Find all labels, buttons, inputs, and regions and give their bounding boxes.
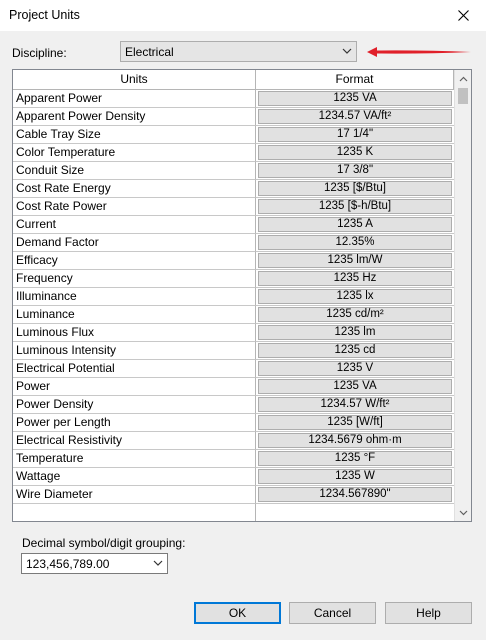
format-button[interactable]: 1235 cd/m² — [258, 307, 452, 322]
format-button[interactable]: 1235 cd — [258, 343, 452, 358]
unit-name-cell: Power — [13, 378, 256, 396]
format-cell — [256, 144, 454, 162]
unit-name-cell: Temperature — [13, 450, 256, 468]
format-cell — [256, 342, 454, 360]
unit-name-cell: Apparent Power Density — [13, 108, 256, 126]
scroll-thumb[interactable] — [458, 88, 468, 104]
unit-name-cell: Electrical Resistivity — [13, 432, 256, 450]
scroll-down-button[interactable] — [455, 504, 471, 521]
unit-name-cell: Conduit Size — [13, 162, 256, 180]
format-cell — [256, 216, 454, 234]
format-button[interactable]: 12.35% — [258, 235, 452, 250]
format-cell — [256, 468, 454, 486]
scroll-down-icon — [459, 510, 468, 516]
format-button[interactable]: 1235 K — [258, 145, 452, 160]
chevron-down-icon — [342, 47, 352, 55]
format-cell — [256, 360, 454, 378]
table-row[interactable] — [13, 360, 454, 378]
scroll-up-icon — [459, 76, 468, 82]
units-table — [12, 69, 472, 522]
discipline-value: Electrical — [125, 45, 174, 59]
format-button[interactable]: 1235 A — [258, 217, 452, 232]
help-button[interactable]: Help — [385, 602, 472, 624]
unit-name-cell: Efficacy — [13, 252, 256, 270]
format-cell — [256, 324, 454, 342]
format-cell — [256, 288, 454, 306]
format-cell — [256, 270, 454, 288]
red-arrow-icon — [363, 45, 473, 59]
format-cell — [256, 234, 454, 252]
discipline-dropdown[interactable] — [120, 41, 357, 62]
scroll-up-button[interactable] — [455, 70, 471, 87]
format-button[interactable]: 1234.5679 ohm·m — [258, 433, 452, 448]
table-row[interactable] — [13, 234, 454, 252]
format-cell — [256, 378, 454, 396]
format-cell — [256, 162, 454, 180]
format-cell — [256, 198, 454, 216]
decimal-grouping-label: Decimal symbol/digit grouping: — [22, 536, 186, 550]
format-cell — [256, 180, 454, 198]
unit-name-cell: Frequency — [13, 270, 256, 288]
table-row[interactable] — [13, 414, 454, 432]
format-button[interactable]: 1235 [$-h/Btu] — [258, 199, 452, 214]
table-row[interactable] — [13, 216, 454, 234]
table-row[interactable] — [13, 468, 454, 486]
vertical-scrollbar[interactable] — [454, 70, 471, 521]
table-row[interactable] — [13, 144, 454, 162]
table-row[interactable] — [13, 450, 454, 468]
format-cell — [256, 450, 454, 468]
table-row[interactable] — [13, 108, 454, 126]
format-button[interactable]: 17 3/8" — [258, 163, 452, 178]
unit-name-cell: Current — [13, 216, 256, 234]
format-button[interactable]: 1235 lx — [258, 289, 452, 304]
unit-name-cell: Wire Diameter — [13, 486, 256, 504]
format-button[interactable]: 1235 [$/Btu] — [258, 181, 452, 196]
format-button[interactable]: 1235 V — [258, 361, 452, 376]
table-row[interactable] — [13, 126, 454, 144]
ok-button[interactable]: OK — [194, 602, 281, 624]
format-cell — [256, 486, 454, 504]
format-button[interactable]: 1235 [W/ft] — [258, 415, 452, 430]
column-header-units[interactable]: Units — [13, 70, 256, 90]
format-button[interactable]: 1235 VA — [258, 91, 452, 106]
format-button[interactable]: 1235 W — [258, 469, 452, 484]
unit-name-cell: Luminance — [13, 306, 256, 324]
table-row[interactable] — [13, 198, 454, 216]
table-row[interactable] — [13, 252, 454, 270]
unit-name-cell: Power Density — [13, 396, 256, 414]
decimal-grouping-value: 123,456,789.00 — [26, 557, 110, 571]
unit-name-cell: Luminous Flux — [13, 324, 256, 342]
format-cell — [256, 396, 454, 414]
unit-name-cell: Wattage — [13, 468, 256, 486]
window-title: Project Units — [9, 8, 80, 22]
format-cell — [256, 126, 454, 144]
close-icon — [458, 10, 469, 21]
format-cell — [256, 108, 454, 126]
table-body — [13, 90, 454, 522]
format-cell — [256, 306, 454, 324]
table-row[interactable] — [13, 486, 454, 504]
table-row[interactable] — [13, 324, 454, 342]
format-button[interactable]: 1234.57 VA/ft² — [258, 109, 452, 124]
unit-name-cell: Electrical Potential — [13, 360, 256, 378]
format-cell — [256, 90, 454, 108]
unit-name-cell: Power per Length — [13, 414, 256, 432]
format-cell — [256, 432, 454, 450]
discipline-label: Discipline: — [12, 46, 67, 60]
table-row[interactable] — [13, 180, 454, 198]
format-button[interactable]: 1235 lm/W — [258, 253, 452, 268]
close-button[interactable] — [440, 0, 486, 31]
table-row[interactable] — [13, 306, 454, 324]
chevron-down-icon — [153, 559, 163, 567]
unit-name-cell: Cost Rate Power — [13, 198, 256, 216]
table-row[interactable] — [13, 288, 454, 306]
table-row[interactable] — [13, 396, 454, 414]
table-row[interactable] — [13, 342, 454, 360]
format-cell — [256, 252, 454, 270]
title-bar — [0, 0, 486, 31]
unit-name-cell: Luminous Intensity — [13, 342, 256, 360]
format-button[interactable]: 1235 °F — [258, 451, 452, 466]
empty-cell — [13, 504, 256, 522]
decimal-grouping-dropdown[interactable] — [21, 553, 168, 574]
unit-name-cell: Demand Factor — [13, 234, 256, 252]
table-row[interactable] — [13, 378, 454, 396]
format-button[interactable]: 1234.57 W/ft² — [258, 397, 452, 412]
format-button[interactable]: 1235 lm — [258, 325, 452, 340]
table-header — [13, 70, 454, 90]
table-row[interactable] — [13, 162, 454, 180]
table-row[interactable] — [13, 432, 454, 450]
unit-name-cell: Cable Tray Size — [13, 126, 256, 144]
format-cell — [256, 414, 454, 432]
unit-name-cell: Illuminance — [13, 288, 256, 306]
format-button[interactable]: 1235 Hz — [258, 271, 452, 286]
cancel-button[interactable]: Cancel — [289, 602, 376, 624]
unit-name-cell: Color Temperature — [13, 144, 256, 162]
table-row[interactable] — [13, 270, 454, 288]
format-button[interactable]: 1234.567890" — [258, 487, 452, 502]
empty-table-row — [13, 504, 454, 522]
unit-name-cell: Cost Rate Energy — [13, 180, 256, 198]
empty-cell — [256, 504, 454, 522]
column-header-format[interactable]: Format — [256, 70, 454, 90]
format-button[interactable]: 17 1/4" — [258, 127, 452, 142]
unit-name-cell: Apparent Power — [13, 90, 256, 108]
table-row[interactable] — [13, 90, 454, 108]
format-button[interactable]: 1235 VA — [258, 379, 452, 394]
